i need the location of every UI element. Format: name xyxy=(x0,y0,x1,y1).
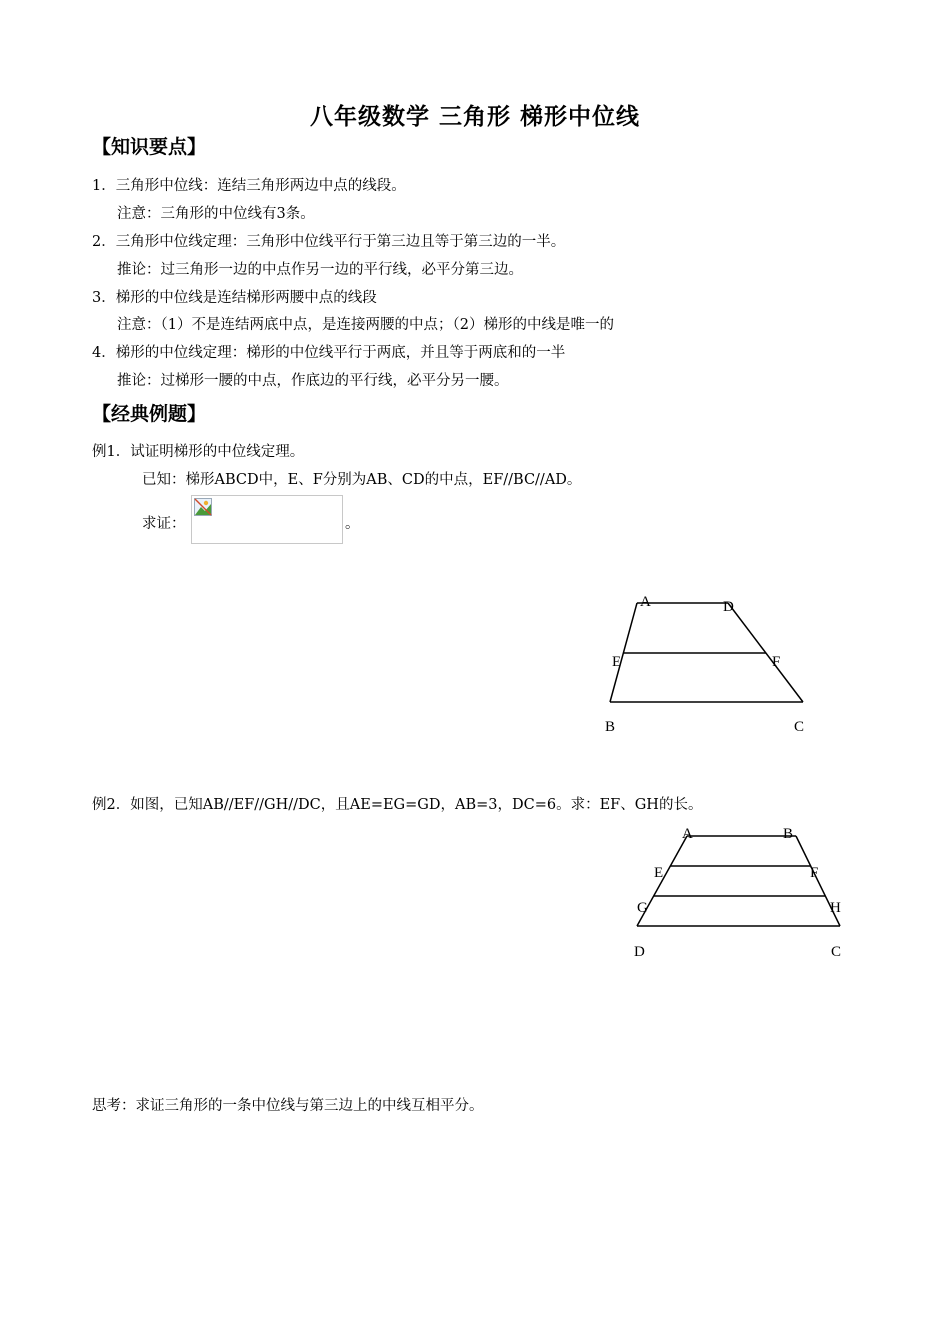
think-question: 思考：求证三角形的一条中位线与第三边上的中线互相平分。 xyxy=(92,1098,484,1114)
example1-heading: 例1．试证明梯形的中位线定理。 xyxy=(92,444,305,460)
fig2-label-e: E xyxy=(654,865,664,881)
fig2-label-d: D xyxy=(634,944,645,960)
page-title: 八年级数学 三角形 梯形中位线 xyxy=(309,104,640,130)
knowledge-note-3: 注意：（1）不是连结两底中点，是连接两腰的中点；（2）梯形的中线是唯一的 xyxy=(117,317,614,333)
fig2-label-f: F xyxy=(810,865,819,881)
knowledge-corollary-2: 推论：过三角形一边的中点作另一边的平行线，必平分第三边。 xyxy=(117,262,523,278)
knowledge-point-2: 2．三角形中位线定理：三角形中位线平行于第三边且等于第三边的一半。 xyxy=(92,234,566,250)
fig2-label-h: H xyxy=(830,900,841,916)
example1-prove-label: 求证： xyxy=(142,516,186,532)
fig1-label-c: C xyxy=(794,719,805,735)
fig2-label-c: C xyxy=(831,944,842,960)
fig1-label-d: D xyxy=(723,599,734,615)
fig1-label-e: E xyxy=(612,654,622,670)
knowledge-point-3: 3．梯形的中位线是连结梯形两腰中点的线段 xyxy=(92,290,377,306)
knowledge-point-4: 4．梯形的中位线定理：梯形的中位线平行于两底，并且等于两底和的一半 xyxy=(92,345,566,361)
section-examples-heading: 【经典例题】 xyxy=(92,403,207,425)
example1-given: 已知：梯形ABCD中，E、F分别为AB、CD的中点，EF//BC//AD。 xyxy=(142,472,582,488)
fig2-label-g: G xyxy=(637,900,648,916)
example2-text: 例2．如图，已知AB//EF//GH//DC，且AE=EG=GD，AB=3，DC=6。求：EF、GH的长。 xyxy=(92,797,703,813)
knowledge-note-1: 注意：三角形的中位线有3条。 xyxy=(117,206,315,222)
fig2-label-a: A xyxy=(682,826,693,842)
fig1-label-b: B xyxy=(605,719,616,735)
knowledge-corollary-4: 推论：过梯形一腰的中点，作底边的平行线，必平分另一腰。 xyxy=(117,373,509,389)
fig2-label-b: B xyxy=(783,826,794,842)
fig1-label-f: F xyxy=(772,654,781,670)
section-knowledge-heading: 【知识要点】 xyxy=(92,136,207,158)
knowledge-point-1: 1．三角形中位线：连结三角形两边中点的线段。 xyxy=(92,178,406,194)
fig1-label-a: A xyxy=(640,594,651,610)
example1-prove-end: 。 xyxy=(345,516,360,532)
